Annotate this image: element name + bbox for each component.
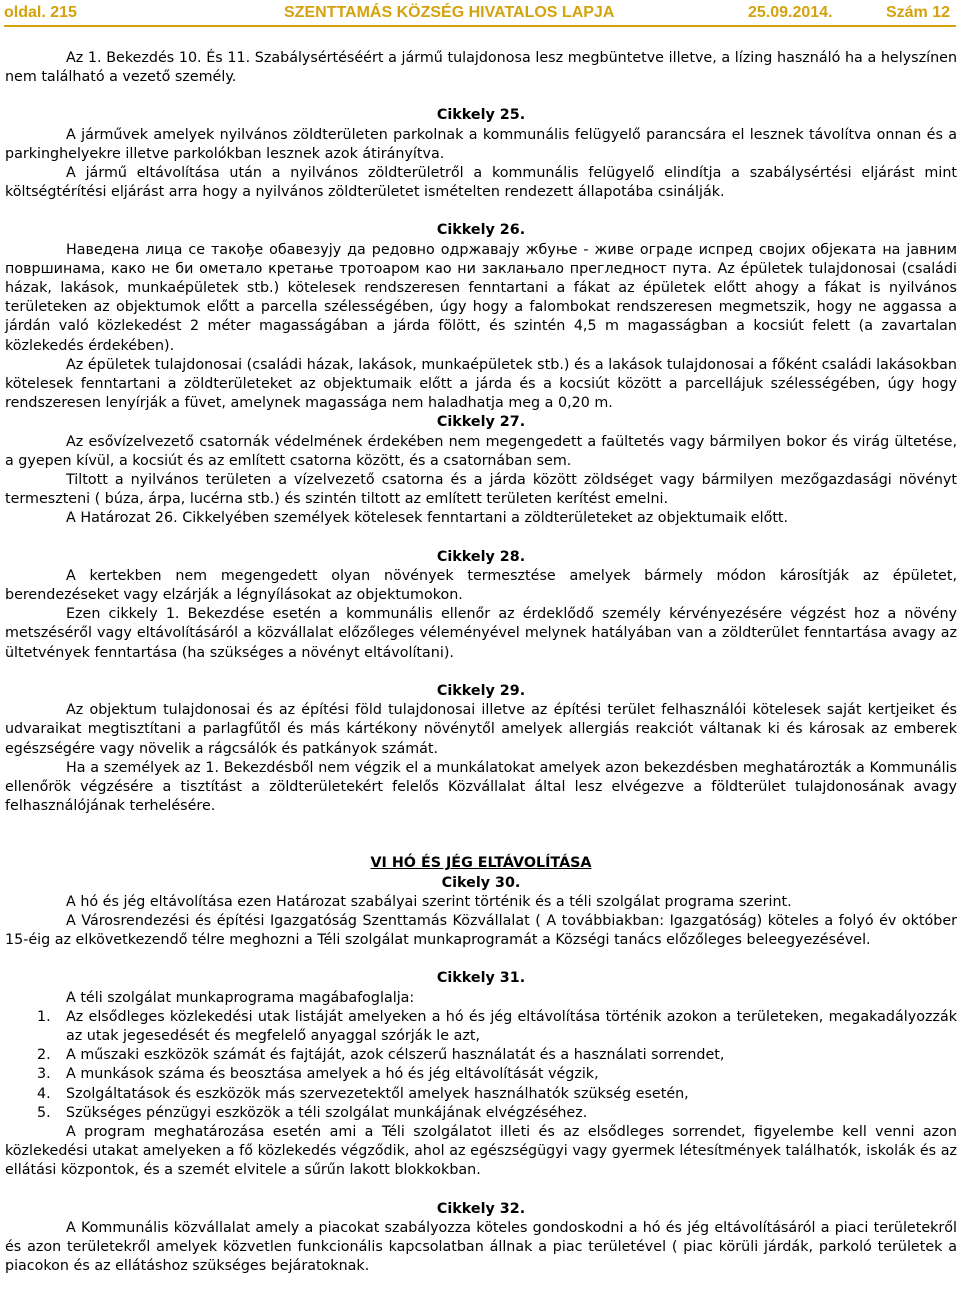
article-29-paragraph-1: Az objektum tulajdonosai és az építési föld tulajdonosai illetve az építési terület felhasználói kötelesek saját kertjeiket és udvaraikat megtisztítani a parlagfűtől és más kártékony növénytől amelyek allergiás reakciót váltanak ki és károsak az emberek egészségére vagy növelik a rágcsálók és patkányok számát. — [5, 702, 957, 757]
article-30-paragraph-1: A hó és jég eltávolítása ezen Határozat szabályai szerint történik és a téli szolgálat programa szerint. — [66, 893, 792, 910]
section-title: VI HÓ ÉS JÉG ELTÁVOLÍTÁSA — [370, 855, 592, 872]
intro-paragraph: Az 1. Bekezdés 10. És 11. Szabálysértéséért a jármű tulajdonosa lesz megbüntetve illetve, a lízing használó ha a helyszínen nem található a vezető személy. — [5, 50, 957, 86]
page-header — [4, 2, 956, 24]
article-26-paragraph-2: Az épületek tulajdonosai (családi házak, lakások, munkaépületek stb.) és a lakások tulajdonosai a főként családi lakásokban kötelesek fenntartani a zöldterületeket az objektumaik előtt a járda és a kocsiút között a parcellájuk szélességében, úgy hogy rendszeresen lenyírják a füvet, amelynek magassága nem haladhatja meg a 0,20 m. — [5, 356, 957, 412]
article-26-paragraph-1 — [5, 241, 957, 356]
article-31-paragraph-2: A program meghatározása esetén ami a Téli szolgálatot illeti és az elsődleges sorrendet, figyelembe kell venni azon közlekedési utakat amelyeken a fő közlekedés végződik, ahol az egészségügyi vagy gyermek létesítmények találhatók, iskolák és az ellátási központok, és a szemét elvitele a sűrűn lakott blokkokban. — [5, 1123, 957, 1179]
list-item: 2. A műszaki eszközök számát és fajtáját, azok célszerű használatát és a használati sorrendet, — [37, 1047, 725, 1064]
article-25-title: Cikkely 25. — [436, 107, 526, 124]
list-item: 5. Szükséges pénzügyi eszközök a téli szolgálat munkájának elvégzéséhez. — [37, 1104, 588, 1121]
article-26-serbian-text: Наведена лица се такође обавезују да редовно одржавају жбуње - живе ограде испред својих објеката на јавним површинама, како не би ометало кретање тротоаром као ни заклањало прегледност пута. — [5, 241, 957, 277]
page-number-label: oldal. 215 — [4, 4, 77, 21]
article-26-title: Cikkely 26. — [436, 222, 526, 239]
article-28-paragraph-1: A kertekben nem megengedett olyan növények termesztése amelyek bármely módon károsítják az épületet, berendezéseket vagy elzárják a légnyílásokat az objektumokon. — [5, 567, 957, 604]
article-31-list — [5, 1008, 957, 1123]
header-divider — [4, 25, 956, 27]
article-28-paragraph-2: Ezen cikkely 1. Bekezdése esetén a kommunális ellenőr az érdeklődő személy kérvényezésére végzést hoz a növény metszéséről vagy eltávolításáról a közvállalat előzőleges véleményével melynek hatályában van a zöldterület fenntartása avagy az ültetvények fenntartása (ha szükséges a növényt eltávolítani). — [5, 606, 957, 661]
article-26-hungarian-text: Az épületek tulajdonosai (családi házak, lakások, munkaépületek stb.) kötelesek rendszeresen fenntartani a fákat az épületek előtt ahogy a fákat is nyilvános területeken az objektumok előtt a parcella szélességében, úgy hogy a falombokat rendszeresen megmetszik, hogy ne aggassa a járdán való közlekedést 2 méter magasságában a járda fölött, és szintén 4,5 m magasságban a kocsiút felett (a zavartalan közlekedés érdekében). — [5, 260, 957, 354]
publication-title: SZENTTAMÁS KÖZSÉG HIVATALOS LAPJA — [284, 4, 615, 21]
article-30-paragraph-2: A Városrendezési és építési Igazgatóság Szenttamás Közvállalat ( A továbbiakban: Igazgatóság) köteles a folyó év október 15-éig az elkövetkezendő télre meghozni a Téli szolgálat munkaprogramát a Községi tanács előzőleges beleegyezésével. — [5, 912, 957, 949]
article-27-paragraph-3: A Határozat 26. Cikkelyében személyek kötelesek fenntartani a zöldterületeket az objektumaik előtt. — [66, 510, 789, 527]
list-item: 1. Az elsődleges közlekedési utak listáját amelyeken a hó és jég eltávolítása történik azokon a területeken, megakadályozzák az utak jegesedését és megfelelő anyaggal szórják le azt, — [37, 1008, 957, 1044]
article-25-paragraph-1: A járművek amelyek nyilvános zöldterületen parkolnak a kommunális felügyelő parancsára el lesznek távolítva onnan és a parkinghelyekre illetve parkolókban lesznek azok átirányítva. — [5, 126, 957, 162]
article-31-title: Cikkely 31. — [436, 970, 526, 987]
list-item: 3. A munkások száma és beosztása amelyek a hó és jég eltávolítását végzik, — [37, 1066, 599, 1083]
article-29-title: Cikkely 29. — [436, 682, 526, 699]
article-27-paragraph-1: Az esővízelvezető csatornák védelmének érdekében nem megengedett a faültetés vagy bármilyen bokor és virág ültetése, a gyepen kívül, a kocsiút és az említett csatorna között, és a csatornában sem. — [5, 433, 957, 469]
article-27-title: Cikkely 27. — [436, 414, 526, 431]
article-28-title: Cikkely 28. — [436, 548, 526, 565]
issue-date: 25.09.2014. — [748, 4, 833, 21]
article-32-paragraph-1: A Kommunális közvállalat amely a piacokat szabályozza köteles gondoskodni a hó és jég eltávolításáról a piaci területekről és azon területekről amelyek közvetlen funkcionális kapcsolatban állnak a piac területével ( piac körüli járdák, parkoló területek a piacokon és az ellátáshoz szükséges bejáratoknak. — [5, 1219, 957, 1275]
document-body — [5, 49, 957, 1276]
issue-number: Szám 12 — [885, 4, 950, 21]
article-31-intro: A téli szolgálat munkaprograma magábafoglalja: — [66, 989, 415, 1006]
list-item: 4. Szolgáltatások és eszközök más szervezetektől amelyek használhatók szükség esetén, — [37, 1085, 689, 1102]
article-27-paragraph-2: Tiltott a nyilvános területen a vízelvezető csatorna és a járda között zöldséget vagy bármilyen mezőgazdasági növényt termeszteni ( búza, árpa, lucérna stb.) és szintén tiltott az említett területen kerítést emelni. — [5, 472, 957, 508]
article-30-title: Cikely 30. — [441, 874, 521, 891]
article-32-title: Cikkely 32. — [436, 1200, 526, 1217]
article-25-paragraph-2: A jármű eltávolítása után a nyilvános zöldterületről a kommunális felügyelő elindítja a szabálysértési eljárást mint költségtérítési eljárást arra hogy a nyilvános zöldterületet ismételten rendezett állapotába csinálják. — [5, 165, 957, 201]
article-29-paragraph-2: Ha a személyek az 1. Bekezdésből nem végzik el a munkálatokat amelyek azon bekezdésben meghatározták a Kommunális ellenőrök végzésére a tisztítást a zöldterületekért felelős Közvállalat által lesz elvégezve a földterület tulajdonosának avagy felhasználójának terhelésére. — [5, 759, 957, 815]
